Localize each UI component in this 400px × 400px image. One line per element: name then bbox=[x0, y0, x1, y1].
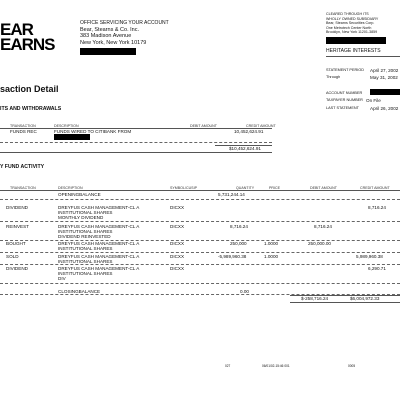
clearing-addr1: One Metrotech Center North bbox=[326, 25, 372, 30]
fund-row-rule bbox=[0, 283, 400, 284]
taxpayer-value: On File bbox=[366, 97, 381, 103]
dep-row-credit: 10,452,624.91 bbox=[234, 129, 264, 134]
fund-row-desc: CLOSINGBALANCE bbox=[58, 289, 101, 294]
fund-header-price: PRICE bbox=[269, 186, 280, 190]
fund-header-transaction: TRANSACTION bbox=[10, 186, 36, 190]
dep-header-credit: CREDIT AMOUNT bbox=[246, 124, 276, 128]
fund-row-credit: 5,989,960.38 bbox=[356, 254, 383, 259]
fund-row-rule bbox=[0, 199, 400, 200]
fund-row-symbol: DICXX bbox=[170, 205, 185, 210]
fund-row-transaction: SOLD bbox=[6, 254, 19, 259]
fund-total-credit: $6,004,972.33 bbox=[350, 296, 380, 301]
clearing-line2: WHOLLY OWNED SUBSIDIARY bbox=[326, 16, 379, 21]
fund-header-credit: CREDIT AMOUNT bbox=[360, 186, 390, 190]
clearing-line1: CLEARED THROUGH ITS bbox=[326, 12, 369, 16]
statement-period-label: STATEMENT PERIOD bbox=[326, 68, 364, 72]
clearing-name: Bear, Stearns Securities Corp. bbox=[326, 21, 375, 26]
fund-row-desc: DREYFUS CASH MANAGEMENT-CL A bbox=[58, 224, 140, 229]
fund-row-rule bbox=[0, 252, 400, 253]
fund-row-desc: INSTITUTIONAL SHARES bbox=[58, 246, 113, 251]
dep-header-description: DESCRIPTION bbox=[54, 124, 79, 128]
office-address1: 383 Madison Avenue bbox=[80, 33, 132, 39]
clearing-block bbox=[326, 12, 400, 35]
fund-row-price: 1.0000 bbox=[264, 241, 279, 246]
logo-line1: EAR bbox=[0, 20, 33, 39]
fund-row-credit: 8,716.24 bbox=[368, 205, 386, 210]
clearing-addr2: Brooklyn, New York 11201-3859 bbox=[326, 30, 378, 35]
through-value: May 31, 2002 bbox=[370, 74, 398, 80]
fund-row-desc: MONTHLY DIVIDEND bbox=[58, 215, 104, 220]
fund-row-desc: DREYFUS CASH MANAGEMENT-CL A bbox=[58, 254, 140, 259]
footer-page-code: 027 bbox=[225, 364, 231, 368]
fund-row-transaction: REINVEST bbox=[6, 224, 29, 229]
fund-row-transaction: DIVIDEND bbox=[6, 205, 28, 210]
dep-row-transaction: FUNDS REC bbox=[10, 129, 37, 134]
fund-row-credit: 6,290.71 bbox=[368, 266, 386, 271]
redacted-account-number bbox=[370, 89, 400, 95]
fund-row-quantity: 8,716.24 bbox=[230, 224, 248, 229]
fund-row-desc: DREYFUS CASH MANAGEMENT-CL A bbox=[58, 266, 140, 271]
fund-row-price: 1.0000 bbox=[264, 254, 279, 259]
last-statement-label: LAST STATEMENT bbox=[326, 106, 359, 110]
fund-row-symbol: DICXX bbox=[170, 241, 185, 246]
last-statement-value: April 26, 2002 bbox=[370, 105, 399, 111]
dep-header-rule bbox=[0, 128, 272, 129]
fund-row-quantity: 5,731,244.14 bbox=[218, 192, 245, 197]
fund-row-transaction: DIVIDEND bbox=[6, 266, 28, 271]
fund-header-rule bbox=[0, 190, 400, 191]
fund-row-debit: 250,000.00 bbox=[308, 241, 331, 246]
fund-row-symbol: DICXX bbox=[170, 224, 185, 229]
statement-period-value: April 27, 2002 bbox=[370, 67, 399, 73]
fund-row-desc: DIVIDEND REINVESTED bbox=[58, 234, 111, 239]
dep-header-debit: DEBIT AMOUNT bbox=[190, 124, 217, 128]
fund-row-quantity: 0.00 bbox=[240, 289, 249, 294]
fund-row-desc: INSTITUTIONAL SHARES bbox=[58, 210, 113, 215]
footer-timestamp: 06/01/02-15:46 001 bbox=[262, 364, 290, 368]
fund-row-desc: DIV bbox=[58, 276, 66, 281]
fund-row-desc: DREYFUS CASH MANAGEMENT-CL A bbox=[58, 205, 140, 210]
fund-row-desc: DREYFUS CASH MANAGEMENT-CL A bbox=[58, 241, 140, 246]
page-title: saction Detail bbox=[0, 84, 59, 94]
fund-total-bottom-rule bbox=[290, 302, 400, 303]
fund-total-debit: $-258,716.24 bbox=[301, 296, 329, 301]
footer-page-number: 0005 bbox=[348, 364, 356, 368]
fund-row-desc: INSTITUTIONAL SHARES bbox=[58, 271, 113, 276]
redacted-client-name bbox=[326, 37, 386, 44]
heritage-divider bbox=[326, 56, 400, 57]
dep-total-bottom-rule bbox=[0, 152, 272, 153]
taxpayer-row bbox=[326, 98, 400, 102]
redacted-sender bbox=[54, 134, 90, 140]
through-label: Through bbox=[326, 75, 341, 79]
dep-row-rule bbox=[0, 142, 272, 143]
deposits-section-heading: ITS AND WITHDRAWALS bbox=[0, 106, 62, 112]
fund-header-description: DESCRIPTION bbox=[58, 186, 83, 190]
office-address2: New York, New York 10179 bbox=[80, 39, 147, 46]
fund-row-symbol: DICXX bbox=[170, 254, 185, 259]
last-statement-row bbox=[326, 106, 400, 110]
dep-row-desc1: FUNDS WIRED TO CITIBANK FROM bbox=[54, 129, 132, 134]
fund-row-desc: INSTITUTIONAL SHARES bbox=[58, 229, 113, 234]
fund-section-heading: Y FUND ACTIVITY bbox=[0, 164, 45, 170]
fund-row-desc: INSTITUTIONAL SHARES bbox=[58, 259, 113, 264]
dep-total: $10,452,624.91 bbox=[229, 146, 261, 151]
fund-row-symbol: DICXX bbox=[170, 266, 185, 271]
bear-stearns-logo bbox=[0, 22, 55, 52]
fund-row-desc: OPENINGBALANCE bbox=[58, 192, 101, 197]
fund-row-debit: 8,716.24 bbox=[314, 224, 332, 229]
account-number-label: ACCOUNT NUMBER bbox=[326, 91, 363, 95]
fund-row-transaction: BOUGHT bbox=[6, 241, 26, 246]
statement-period-row bbox=[326, 68, 400, 72]
fund-row-rule bbox=[0, 264, 400, 265]
redacted-address bbox=[80, 48, 136, 55]
heritage-interests: HERITAGE INTERESTS bbox=[326, 48, 381, 54]
fund-row-quantity: 250,000 bbox=[230, 241, 247, 246]
fund-header-symbol: SYMBOL/CUSIP bbox=[170, 186, 197, 190]
fund-row-quantity: -5,989,960.38 bbox=[218, 254, 247, 259]
office-name: Bear, Stearns & Co. Inc. bbox=[80, 26, 140, 33]
logo-line2: EARNS bbox=[0, 35, 55, 54]
office-servicing-block bbox=[80, 20, 169, 46]
office-heading: OFFICE SERVICING YOUR ACCOUNT bbox=[80, 20, 169, 26]
taxpayer-label: TAXPAYER NUMBER bbox=[326, 98, 363, 102]
fund-row-rule bbox=[0, 221, 400, 222]
dep-header-transaction: TRANSACTION bbox=[10, 124, 36, 128]
fund-header-debit: DEBIT AMOUNT bbox=[310, 186, 337, 190]
through-row bbox=[326, 75, 400, 79]
fund-header-quantity: QUANTITY bbox=[236, 186, 255, 190]
